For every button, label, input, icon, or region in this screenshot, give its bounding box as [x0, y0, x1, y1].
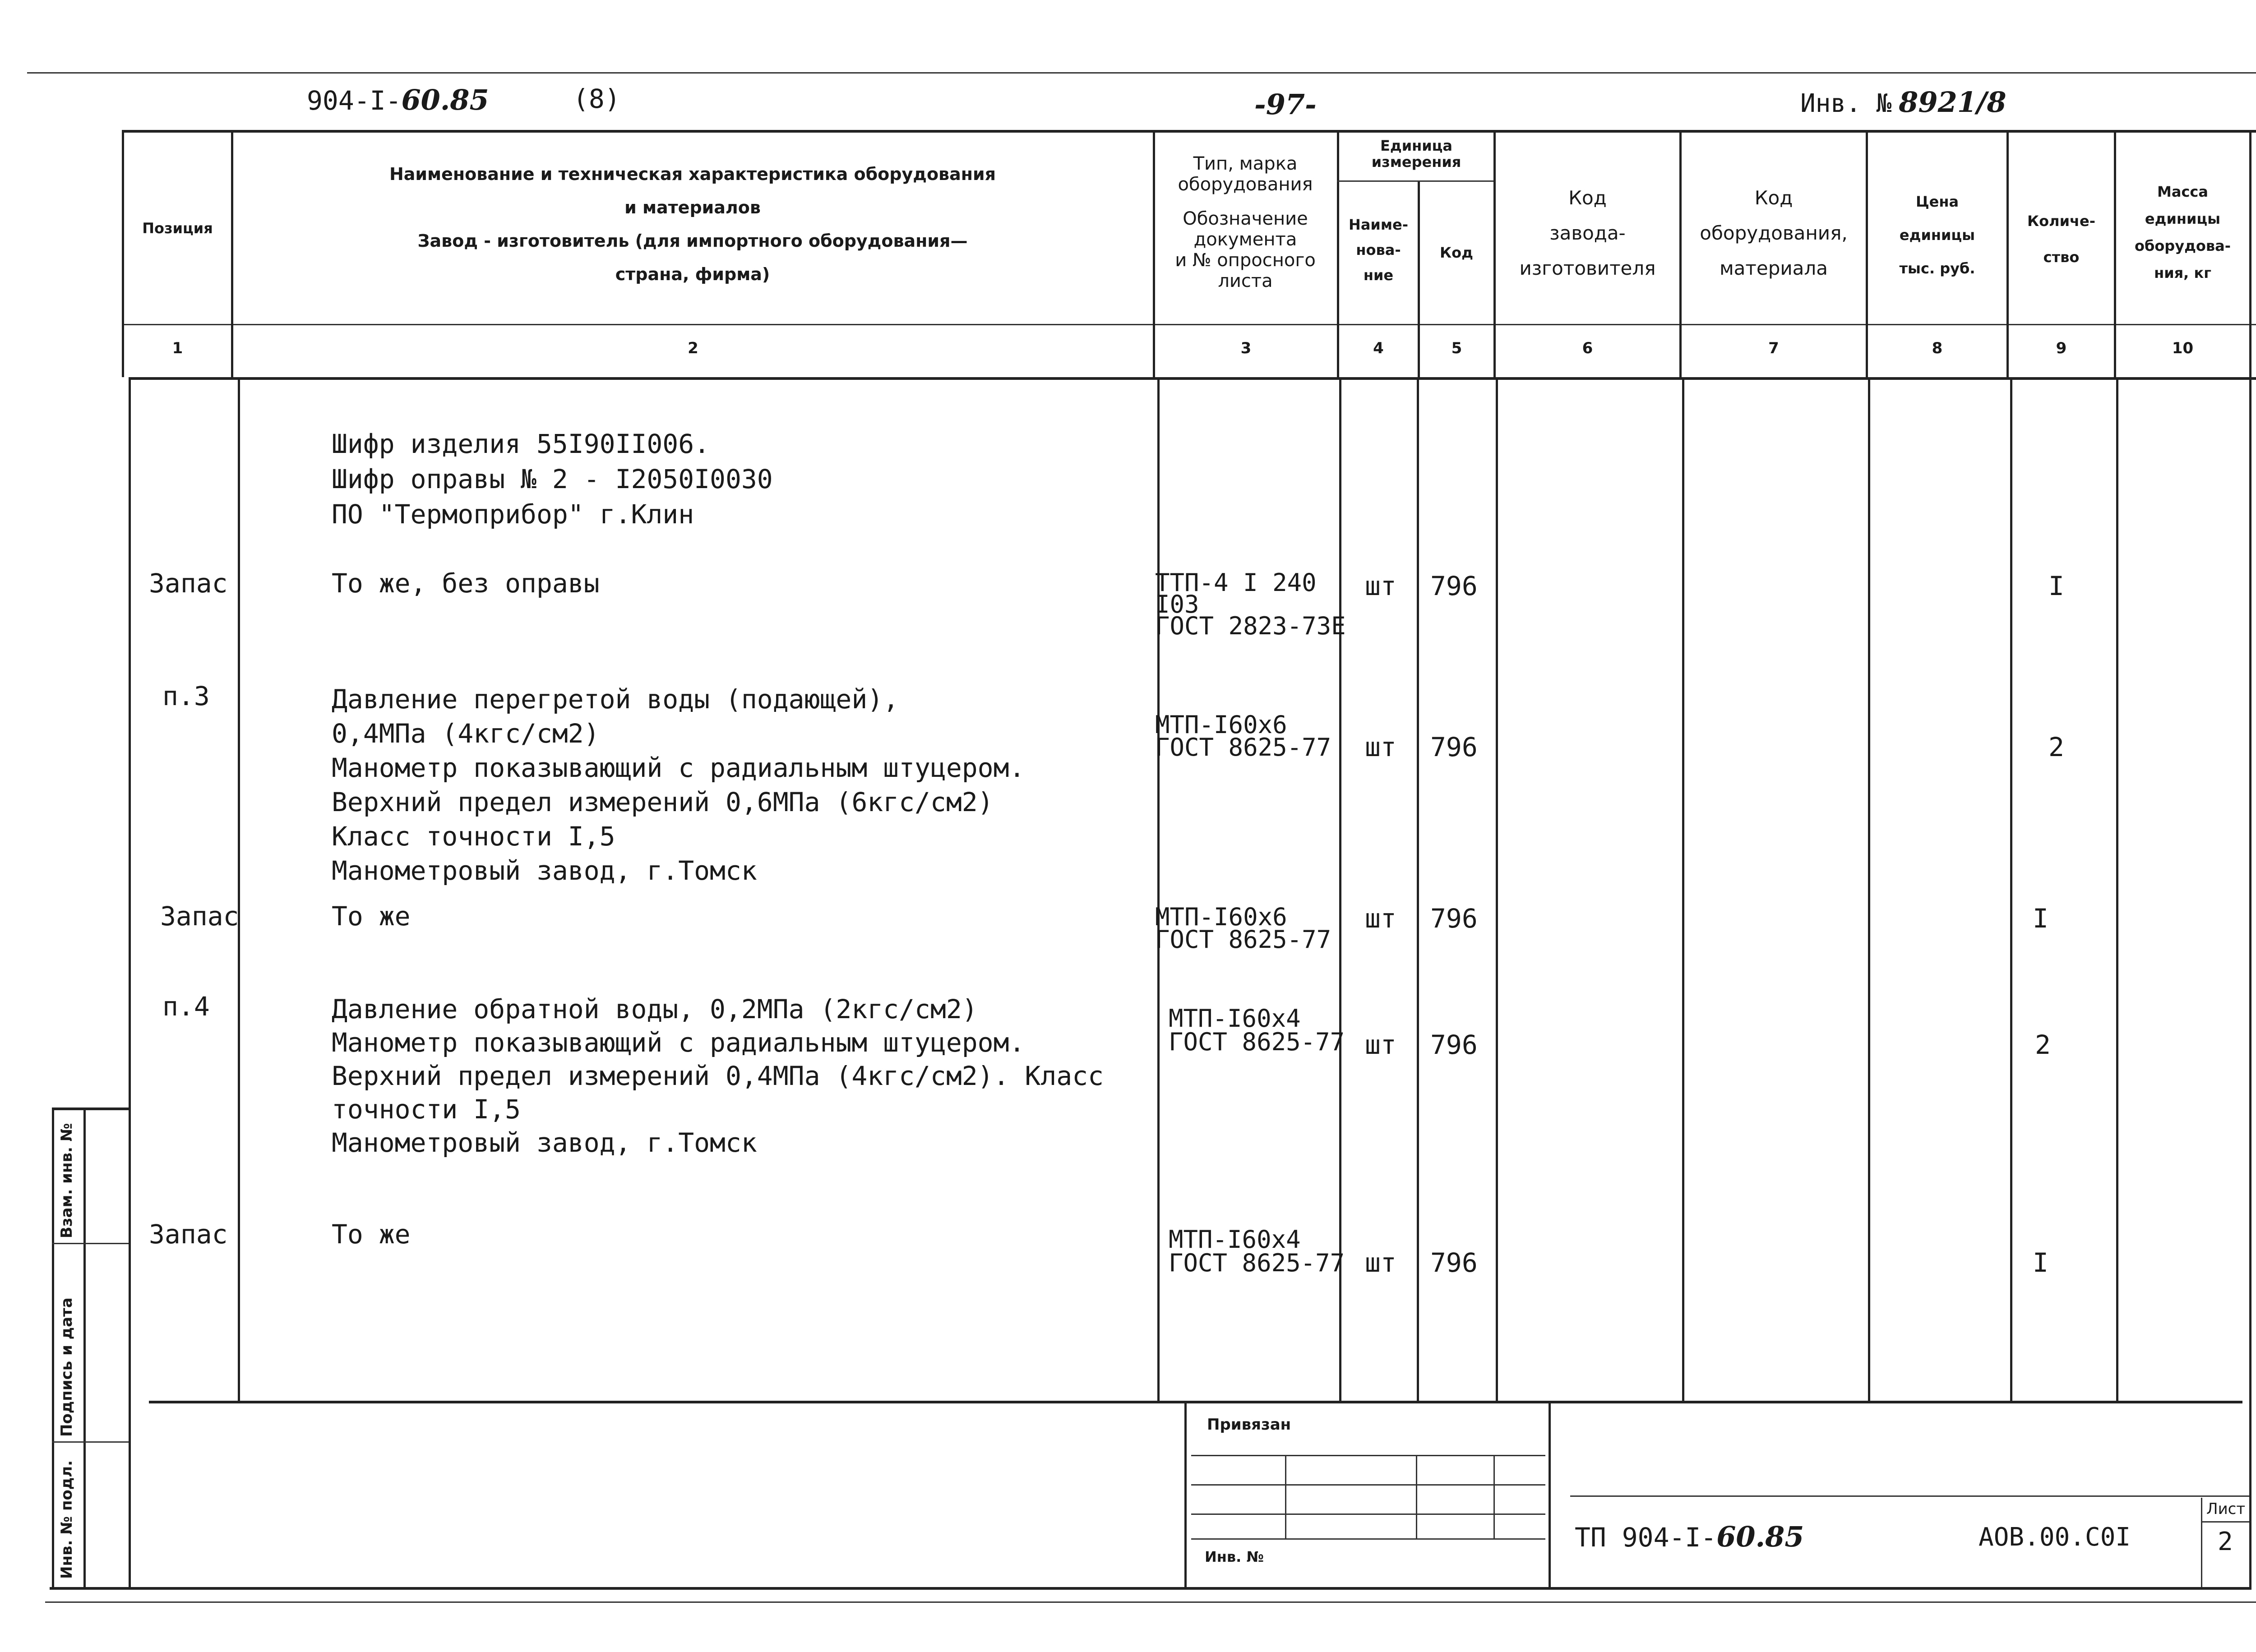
header-unit-group [1339, 138, 1493, 170]
header-unit-name-line3: ние [1363, 267, 1394, 284]
privyazan-vline-3 [1493, 1455, 1495, 1538]
header-equipment-code-line2: оборудования, [1700, 222, 1848, 244]
row-description: То же, без оправы [332, 568, 600, 599]
body-col-line-7 [1868, 377, 1870, 1401]
header-factory-code-line3: изготовителя [1519, 257, 1656, 279]
row-code: 796 [1430, 1247, 1478, 1278]
body-col-line-4 [1417, 377, 1419, 1401]
header-factory-code-line1: Код [1568, 187, 1607, 209]
row-description: Давление обратной воды, 0,2МПа (2кгс/см2) Манометр показывающий с радиальным штуцером. Верхний предел измерений 0,4МПа (4кгс/см2). Класс точности I,5 Манометровый завод, г.Томск [332, 994, 1104, 1158]
header-mass-line3: оборудова- [2134, 237, 2231, 254]
row-description: Давление перегретой воды (подающей), 0,4МПа (4кгс/см2) Манометр показывающий с радиальным штуцером. Верхний предел измерений 0,6МПа (6кгс/см2) Класс точности I,5 Манометровый завод, г.Томск [332, 684, 1025, 886]
header-price-line3: тыс. руб. [1899, 260, 1975, 277]
col-numbers-bottom-border [131, 377, 2256, 380]
row-position: Запас [149, 1219, 228, 1250]
tp-code-handwritten: 60.85 [1716, 1520, 1804, 1553]
header-mass-line4: ния, кг [2154, 264, 2211, 281]
side-stamp-divider-2 [52, 1441, 129, 1443]
row-type: МТП-I60х6 ГОСТ 8625-77 [1155, 711, 1331, 761]
row-code: 796 [1430, 571, 1478, 601]
header-equipment-code-line1: Код [1754, 187, 1793, 209]
doc-sheet-index: (8) [573, 83, 620, 114]
page-number: -97- [1254, 88, 1317, 121]
header-price-line1: Цена [1915, 193, 1959, 210]
header-type-line1: Тип, марка [1193, 153, 1298, 174]
header-name-line3: Завод - изготовитель (для импортного оборудования— [417, 231, 968, 251]
row-description: То же [332, 901, 411, 932]
col-number-6: 6 [1582, 339, 1593, 357]
header-price-line2: единицы [1899, 226, 1975, 244]
header-unit-group-line2: измерения [1371, 153, 1461, 171]
row-unit: шт [1365, 571, 1396, 601]
side-stamp-left [52, 1107, 54, 1587]
row-position: Запас [149, 568, 228, 599]
table-body-bottom-border [149, 1401, 2242, 1403]
header-name-line1: Наименование и техническая характеристика оборудования [389, 164, 996, 184]
header-unit-code: Код [1440, 244, 1473, 261]
privyazan-label: Привязан [1207, 1416, 1291, 1434]
frame-right-border [2249, 130, 2251, 1587]
col-number-2: 2 [688, 339, 698, 357]
side-stamp-mid [83, 1107, 86, 1587]
col-number-4: 4 [1373, 339, 1384, 357]
row-type: МТП-I60х4 ГОСТ 8625-77 [1169, 1225, 1345, 1277]
privyazan-line-4 [1191, 1538, 1545, 1540]
header-unit-name-line1: Наиме- [1349, 216, 1408, 233]
row-unit: шт [1365, 1247, 1396, 1278]
unit-group-divider [1337, 180, 1493, 182]
doc-number-handwritten: 60.85 [401, 83, 489, 116]
header-mass [2116, 178, 2249, 286]
row-quantity: I [2048, 571, 2064, 601]
header-equipment-code-line3: материала [1719, 257, 1828, 279]
inventory-label: Инв. № [1800, 89, 1892, 118]
header-mass-line1: Масса [2157, 183, 2208, 200]
header-unit-name-line2: нова- [1356, 241, 1401, 258]
col-number-10: 10 [2172, 339, 2194, 357]
header-quantity-line2: ство [2043, 249, 2080, 266]
body-col-line-1 [238, 377, 240, 1401]
row-code: 796 [1430, 1029, 1478, 1060]
row-type: ТТП-4 I 240 I03 ГОСТ 2823-73Е [1155, 568, 1346, 640]
row-description: Шифр изделия 55I90II006. Шифр оправы № 2 - I2050I0030 ПО "Термоприбор" г.Клин [332, 429, 773, 530]
header-type [1155, 153, 1336, 291]
row-position: п.4 [162, 991, 210, 1022]
tp-code-prefix: ТП 904-I- [1575, 1522, 1717, 1553]
side-stamp-divider-1 [52, 1243, 129, 1244]
doc-number [307, 83, 489, 116]
inventory-number [1800, 86, 2006, 119]
row-description: То же [332, 1219, 411, 1250]
privyazan-box-left [1184, 1401, 1187, 1587]
privyazan-box-right [1549, 1401, 1551, 1587]
bottom-edge-line [45, 1601, 2256, 1603]
body-col-line-2 [1157, 377, 1160, 1401]
header-quantity [2009, 203, 2114, 275]
row-quantity: 2 [2035, 1029, 2051, 1060]
row-quantity: I [2033, 903, 2048, 934]
list-box-divider [2201, 1521, 2249, 1523]
header-type-line5: и № опросного [1175, 250, 1316, 271]
row-quantity: I [2033, 1247, 2048, 1278]
body-left-border [129, 377, 131, 1587]
col-number-5: 5 [1451, 339, 1462, 357]
side-inv-podl: Инв. № подл. [58, 1460, 76, 1579]
inventory-handwritten: 8921/8 [1899, 86, 2006, 119]
privyazan-inv-label: Инв. № [1205, 1548, 1264, 1565]
header-type-line2: оборудования [1178, 174, 1313, 195]
header-divider [122, 324, 2256, 325]
privyazan-vline-1 [1285, 1455, 1286, 1538]
col-number-9: 9 [2056, 339, 2067, 357]
table-top-border [122, 130, 2256, 133]
row-quantity: 2 [2048, 732, 2064, 762]
list-box-left [2201, 1498, 2202, 1587]
header-factory-code-line2: завода- [1549, 222, 1626, 244]
privyazan-line-2 [1191, 1484, 1545, 1486]
top-border-line [27, 72, 2256, 74]
header-unit-name [1339, 212, 1418, 288]
header-quantity-line1: Количе- [2027, 212, 2095, 230]
header-mass-line2: единицы [2145, 210, 2221, 227]
row-code: 796 [1430, 903, 1478, 934]
header-price [1868, 185, 2006, 285]
col-number-7: 7 [1768, 339, 1779, 357]
col-number-3: 3 [1240, 339, 1252, 357]
body-col-line-8 [2010, 377, 2012, 1401]
title-block-top-line [1570, 1495, 2249, 1497]
side-podpis-data: Подпись и дата [58, 1297, 76, 1437]
tp-code [1575, 1520, 1804, 1553]
body-col-line-6 [1682, 377, 1684, 1401]
row-code: 796 [1430, 732, 1478, 762]
header-type-line4: документа [1193, 229, 1297, 250]
row-type: МТП-I60х6 ГОСТ 8625-77 [1155, 903, 1331, 954]
row-position: Запас [160, 901, 239, 932]
header-factory-code [1496, 180, 1679, 286]
body-col-line-9 [2116, 377, 2118, 1401]
header-type-line3: Обозначение [1183, 208, 1308, 229]
side-stamp-top [52, 1107, 129, 1110]
list-label: Лист [2206, 1500, 2246, 1518]
row-type: МТП-I60х4 ГОСТ 8625-77 [1169, 1004, 1345, 1056]
body-col-line-5 [1496, 377, 1498, 1401]
header-unit-group-line1: Единица [1380, 137, 1452, 154]
col-number-8: 8 [1932, 339, 1943, 357]
row-position: п.3 [162, 681, 210, 711]
doc-number-prefix: 904-I- [307, 85, 402, 116]
header-name [235, 162, 1151, 286]
list-number: 2 [2218, 1527, 2233, 1556]
sheet-code: АОВ.00.С0I [1979, 1523, 2131, 1552]
header-equipment-code [1682, 180, 1866, 286]
header-type-line6: листа [1218, 271, 1273, 291]
side-vzam-inv: Взам. инв. № [58, 1123, 76, 1238]
privyazan-vline-2 [1416, 1455, 1417, 1538]
header-position: Позиция [142, 220, 213, 237]
row-unit: шт [1365, 903, 1396, 934]
page-bottom-border [50, 1587, 2251, 1590]
header-name-line2: и материалов [624, 198, 761, 217]
col-number-1: 1 [172, 339, 183, 357]
privyazan-line-1 [1191, 1455, 1545, 1456]
header-name-line4: страна, фирма) [615, 264, 770, 284]
privyazan-line-3 [1191, 1514, 1545, 1515]
row-unit: шт [1365, 732, 1396, 762]
row-unit: шт [1365, 1029, 1396, 1060]
